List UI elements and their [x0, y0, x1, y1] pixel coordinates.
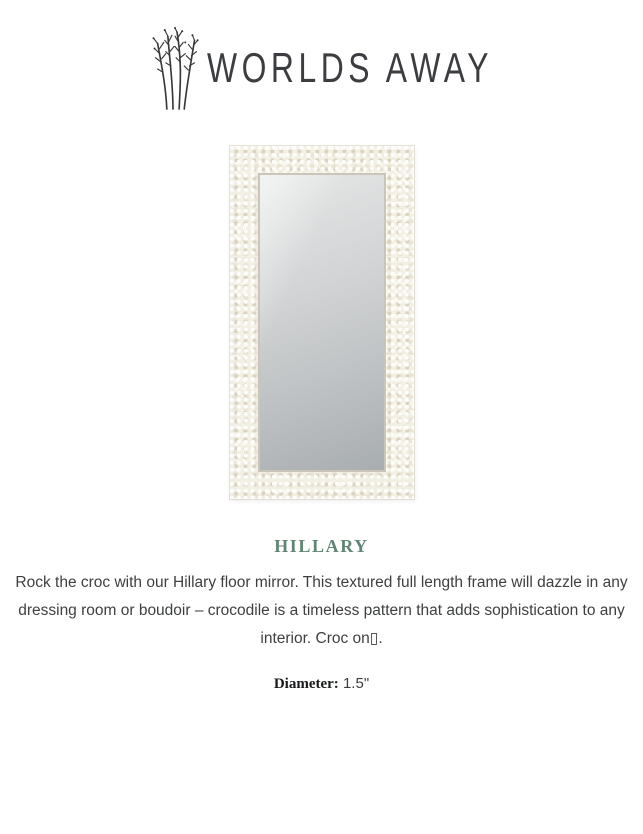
- brand-name: WORLDS AWAY: [207, 43, 493, 91]
- mirror-frame: [230, 146, 414, 499]
- brand-wordmark: [207, 43, 495, 91]
- product-title: HILLARY: [274, 536, 369, 556]
- brand-logo: [0, 26, 643, 110]
- twig-branches-icon: [148, 27, 200, 109]
- mirror-glass: [258, 173, 386, 472]
- description-line: dressing room or boudoir – crocodile is a timeless pattern that adds sophistication to any: [18, 602, 625, 619]
- product-description: [0, 569, 643, 653]
- product-image-mirror: [0, 146, 643, 499]
- spec-value: 1.5": [342, 675, 370, 692]
- description-line: Rock the croc with our Hillary floor mirror. This textured full length frame will dazzle in any: [15, 574, 628, 591]
- spec-row: [0, 675, 643, 693]
- spec-label: Diameter:: [273, 676, 339, 692]
- description-line: interior. Croc on▯.: [260, 630, 383, 647]
